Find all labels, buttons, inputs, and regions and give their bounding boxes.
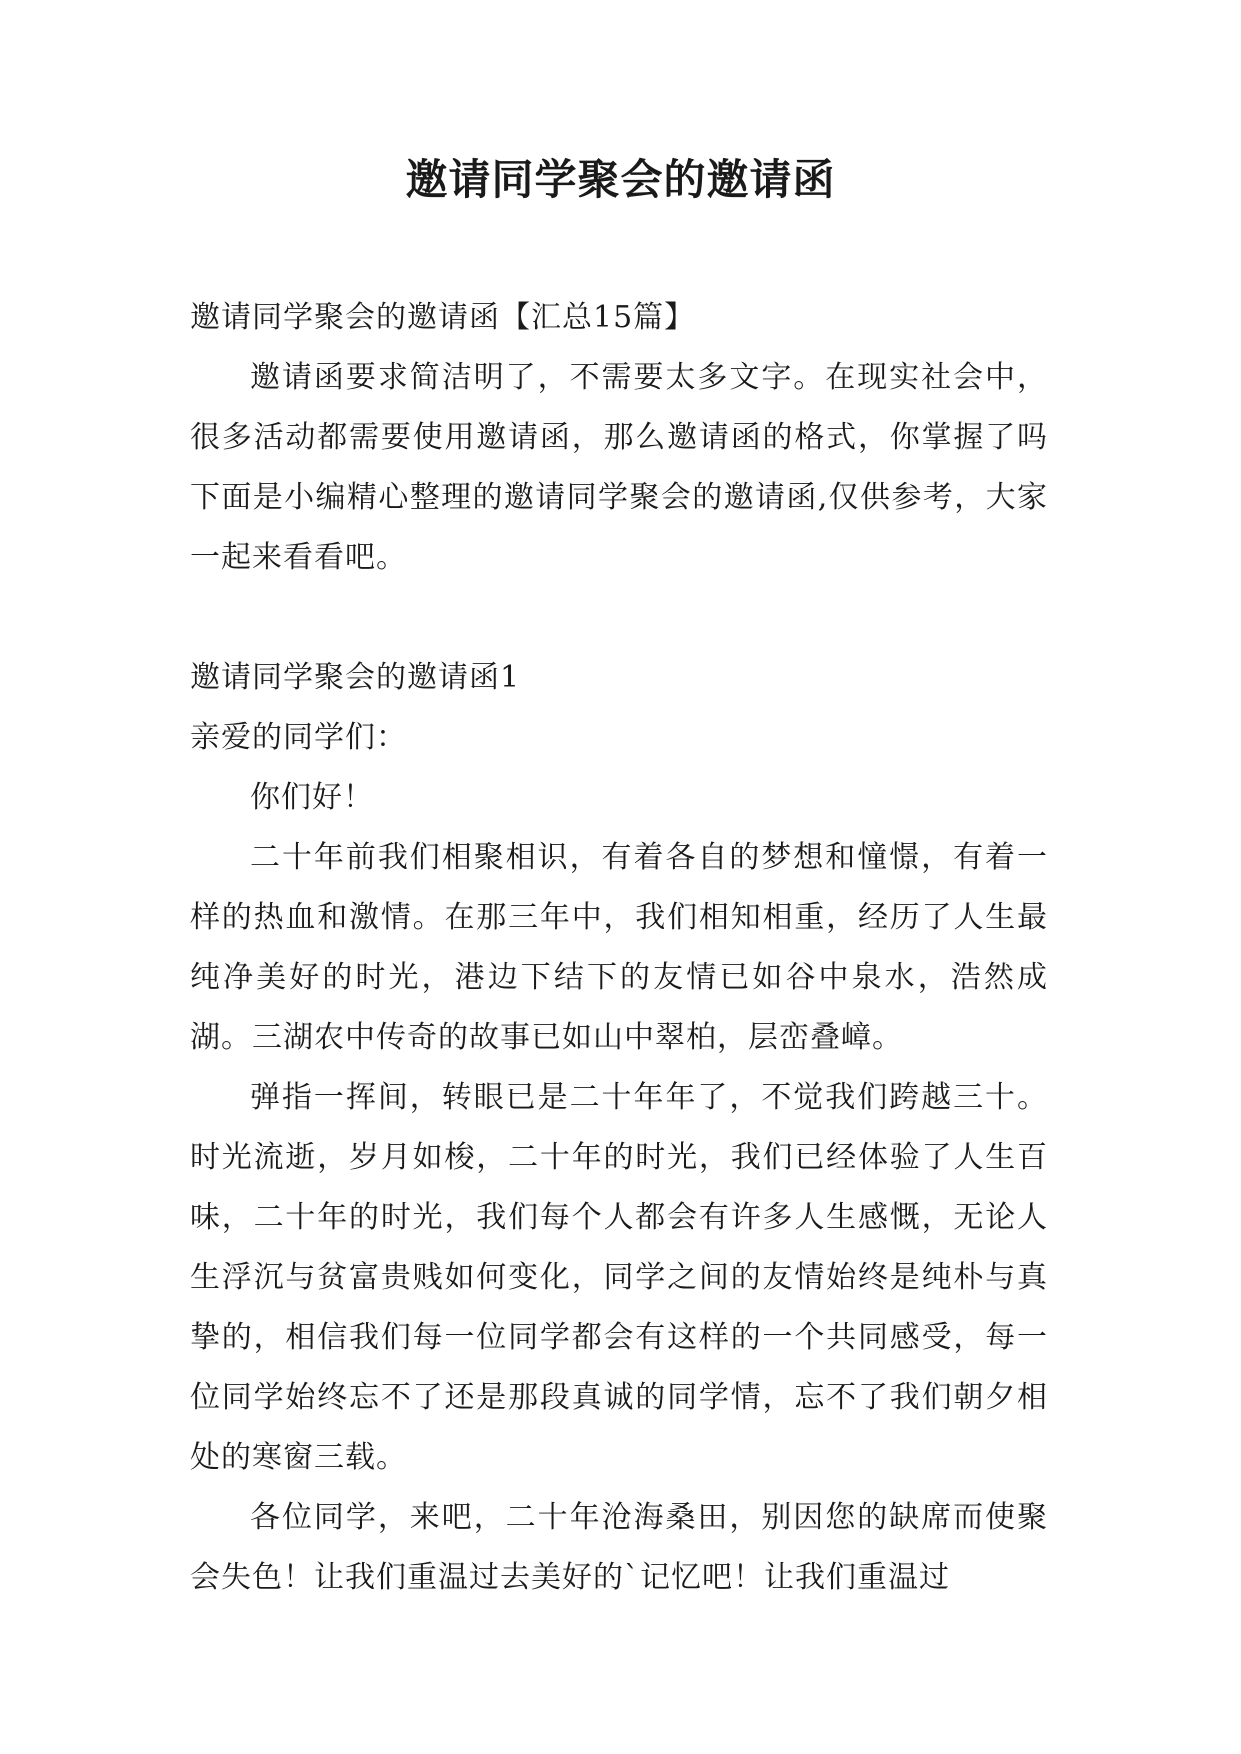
document-subtitle: 邀请同学聚会的邀请函【汇总15篇】 — [190, 300, 696, 335]
document-title: 邀请同学聚会的邀请函 — [405, 155, 836, 204]
salutation: 亲爱的同学们： — [190, 720, 407, 755]
body-paragraph: 二十年前我们相聚相识，有着各自的梦想和憧憬，有着一样的热血和激情。在那三年中，我们相知相重，经历了人生最纯净美好的时光，港边下结下的友情已如谷中泉水，浩然成湖。三湖农中传奇的故事已如山中翠柏，层峦叠嶂。 — [190, 840, 1048, 1055]
section-heading: 邀请同学聚会的邀请函1 — [190, 660, 521, 695]
intro-paragraph: 邀请函要求简洁明了，不需要太多文字。在现实社会中，很多活动都需要使用邀请函，那么邀请函的格式，你掌握了吗下面是小编精心整理的邀请同学聚会的邀请函,仅供参考，大家一起来看看吧。 — [190, 360, 1048, 575]
body-paragraph: 各位同学，来吧，二十年沧海桑田，别因您的缺席而使聚会失色！让我们重温过去美好的`记忆吧！让我们重温过 — [190, 1500, 1048, 1595]
body-paragraph: 弹指一挥间，转眼已是二十年年了，不觉我们跨越三十。时光流逝，岁月如梭，二十年的时光，我们已经体验了人生百味，二十年的时光，我们每个人都会有许多人生感慨，无论人生浮沉与贫富贵贱如何变化，同学之间的友情始终是纯朴与真挚的，相信我们每一位同学都会有这样的一个共同感受，每一位同学始终忘不了还是那段真诚的同学情，忘不了我们朝夕相处的寒窗三载。 — [190, 1080, 1048, 1475]
greeting: 你们好！ — [250, 780, 374, 815]
section-spacer — [190, 588, 1048, 648]
document-body — [190, 288, 1048, 1608]
